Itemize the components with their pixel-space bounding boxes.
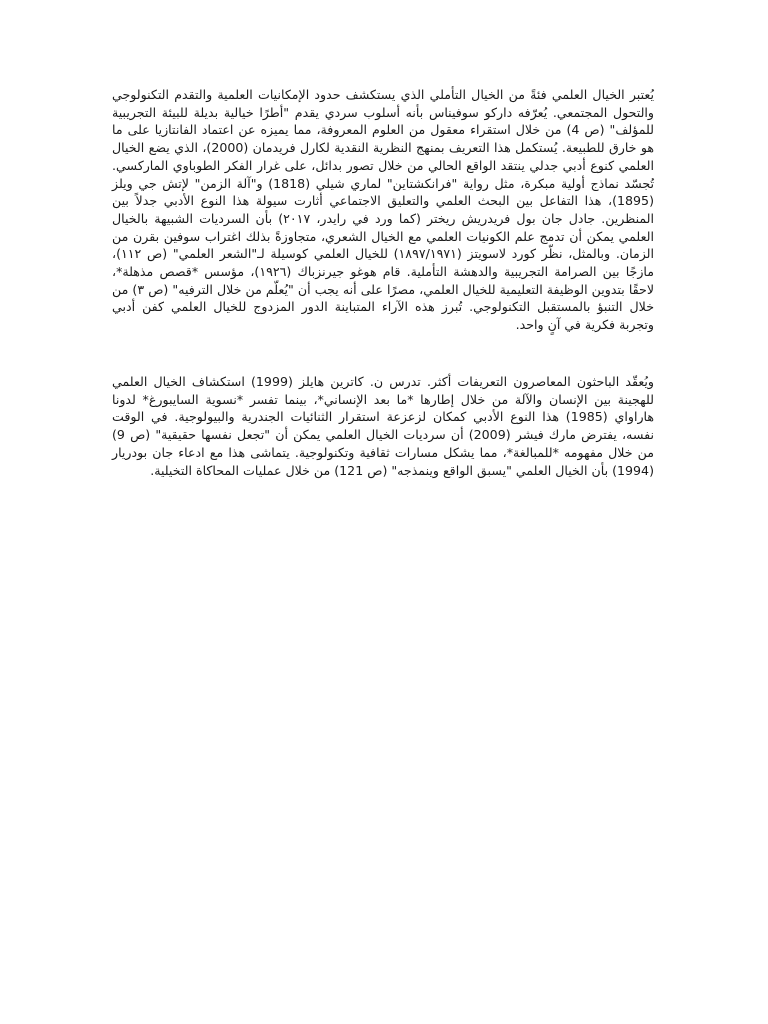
body-paragraph-1: يُعتبر الخيال العلمي فئةً من الخيال التأملي الذي يستكشف حدود الإمكانيات العلمية والتقدم التكنولوجي والتحول المجتمعي. يُعرّفه داركو سوفيناس بأنه أسلوب سردي يقدم "أطرًا خيالية بديلة للبيئة التجريبية للمؤلف" (ص 4) من خلال استقراء معقول من العلوم المعروفة، مما يميزه عن اعتماد الفانتازيا على ما هو خارق للطبيعة. يُستكمل هذا التعريف بمنهج النظرية النقدية لكارل فريدمان (2000)، الذي يضع الخيال العلمي كنوع أدبي جدلي ينتقد الواقع الحالي من خلال تصور بدائل، على غرار الفكر الطوباوي الماركسي. تُجسّد نماذج أولية مبكرة، مثل رواية "فرانكشتاين" لماري شيلي (1818) و"آلة الزمن" لإتش جي ويلز (1895)، هذا التفاعل بين البحث العلمي والتعليق الاجتماعي أثارت سيولة هذا النوع الأدبي جدلاً بين المنظرين. جادل جان بول فريدريش ريختر (كما ورد في رايدر، ٢٠١٧) بأن السرديات الشبيهة بالخيال العلمي يمكن أن تدمج علم الكونيات العلمي مع الخيال الشعري، متجاوزةً بذلك اغتراب سوفين بقرن من الزمان. وبالمثل، نظّر كورد لاسويتز (١٨٩٧/١٩٧١) للخيال العلمي كوسيلة لـ"الشعر العلمي" (ص ١١٢)، مازجًا بين الصرامة التجريبية والدهشة التأملية. قام هوغو جيرنزباك (١٩٢٦)، مؤسس *قصص مذهلة*، لاحقًا بتدوين الوظيفة التعليمية للخيال العلمي، مصرًا على أنه يجب أن "يُعلّم من خلال الترفيه" (ص ٣) من خلال التنبؤ بالمستقبل التكنولوجي. تُبرز هذه الآراء المتباينة الدور المزدوج للخيال العلمي كفن أدبي وتجربة فكرية في آنٍ واحد. [112, 87, 655, 333]
body-paragraph-2: ويُعقّد الباحثون المعاصرون التعريفات أكثر. تدرس ن. كاترين هايلز (1999) استكشاف الخيال العلمي للهجينة بين الإنسان والآلة من خلال إطارها *ما بعد الإنساني*، بينما تفسر *نسوية السايبورغ* لدونا هاراواي (1985) هذا النوع الأدبي كمكان لزعزعة استقرار الثنائيات الجندرية والبيولوجية. في الوقت نفسه، يفترض مارك فيشر (2009) أن سرديات الخيال العلمي يمكن أن "تجعل نفسها حقيقية" (ص 9) من خلال مفهومه *للمبالغة*، مما يشكل مسارات ثقافية وتكنولوجية. يتماشى هذا مع ادعاء جان بودريار (1994) بأن الخيال العلمي "يسبق الواقع وينمذجه" (ص 121) من خلال عمليات المحاكاة التخيلية. [112, 374, 654, 478]
